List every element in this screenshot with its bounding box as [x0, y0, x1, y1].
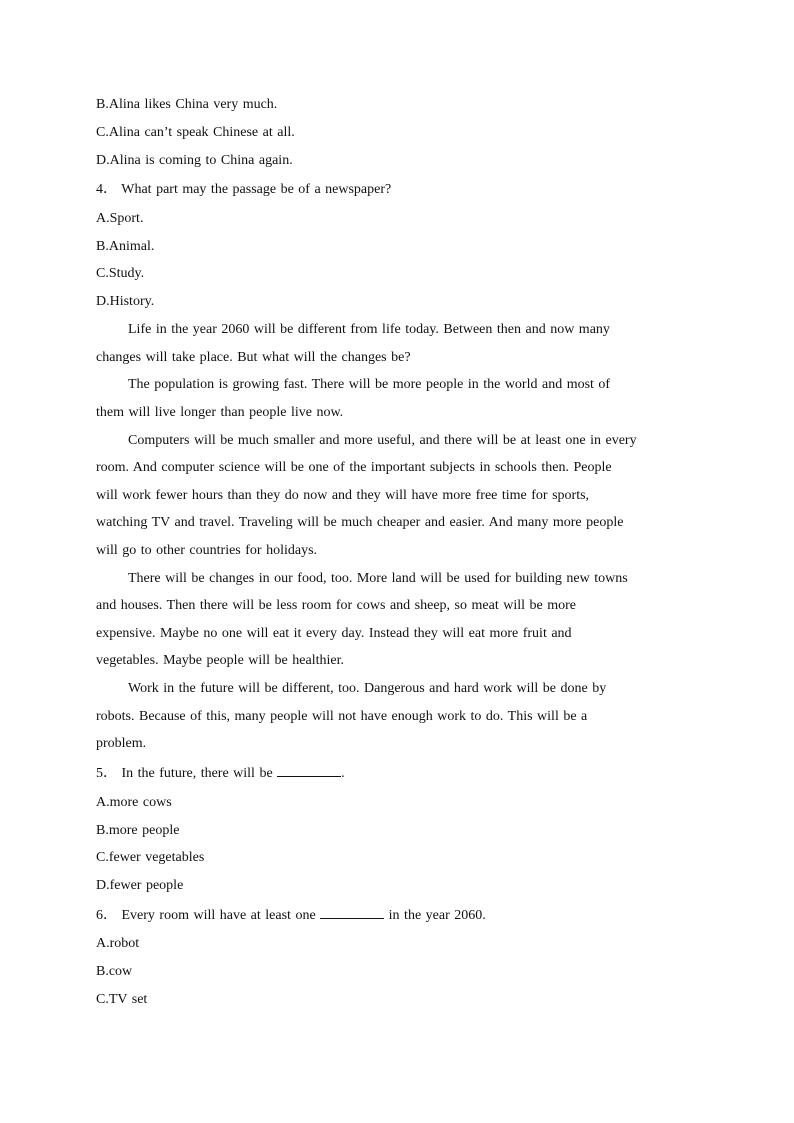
q6-question	[96, 906, 486, 925]
q3-option-c: C.Alina can’t speak Chinese at all.	[96, 125, 295, 140]
q3-option-d: D.Alina is coming to China again.	[96, 153, 293, 168]
passage-p2-line: them will live longer than people live now.	[96, 405, 344, 420]
q4-option-c: C.Study.	[96, 266, 145, 281]
q5-option-d: D.fewer people	[96, 878, 184, 893]
passage-p1-line: changes will take place. But what will the changes be?	[96, 350, 411, 365]
passage-p5-line: Work in the future will be different, too. Dangerous and hard work will be done by	[128, 681, 607, 696]
q5-question-suffix: .	[341, 766, 345, 781]
q4-option-b: B.Animal.	[96, 239, 155, 254]
passage-p4-line: There will be changes in our food, too. More land will be used for building new towns	[128, 571, 628, 586]
passage-p3-line: will go to other countries for holidays.	[96, 543, 318, 558]
q6-option-c: C.TV set	[96, 992, 148, 1007]
passage-p3-line: Computers will be much smaller and more useful, and there will be at least one in every	[128, 433, 637, 448]
passage-p3-line: will work fewer hours than they do now and they will have more free time for sports,	[96, 488, 590, 503]
q4-option-a: A.Sport.	[96, 211, 144, 226]
q6-question-suffix: in the year 2060.	[388, 908, 486, 923]
passage-p4-line: expensive. Maybe no one will eat it every day. Instead they will eat more fruit and	[96, 626, 572, 641]
q5-option-a: A.more cows	[96, 795, 172, 810]
q6-question-prefix: 6． Every room will have at least one	[96, 908, 316, 923]
q5-question-prefix: 5． In the future, there will be	[96, 766, 273, 781]
passage-p3-line: watching TV and travel. Traveling will be much cheaper and easier. And many more people	[96, 515, 624, 530]
q4-option-d: D.History.	[96, 294, 155, 309]
passage-p5-line: problem.	[96, 736, 147, 751]
q5-option-c: C.fewer vegetables	[96, 850, 205, 865]
passage-p1-line: Life in the year 2060 will be different from life today. Between then and now many	[128, 322, 610, 337]
q6-option-a: A.robot	[96, 936, 140, 951]
passage-p4-line: and houses. Then there will be less room for cows and sheep, so meat will be more	[96, 598, 576, 613]
q4-question: 4． What part may the passage be of a newspaper?	[96, 182, 392, 197]
q6-option-b: B.cow	[96, 964, 133, 979]
q3-option-b: B.Alina likes China very much.	[96, 97, 278, 112]
passage-p4-line: vegetables. Maybe people will be healthier.	[96, 653, 344, 668]
q5-question	[96, 764, 345, 783]
q5-answer-blank	[277, 764, 341, 777]
passage-p5-line: robots. Because of this, many people will not have enough work to do. This will be a	[96, 709, 588, 724]
q6-answer-blank	[320, 906, 384, 919]
q5-option-b: B.more people	[96, 823, 180, 838]
passage-p3-line: room. And computer science will be one of the important subjects in schools then. People	[96, 460, 612, 475]
passage-p2-line: The population is growing fast. There will be more people in the world and most of	[128, 377, 611, 392]
